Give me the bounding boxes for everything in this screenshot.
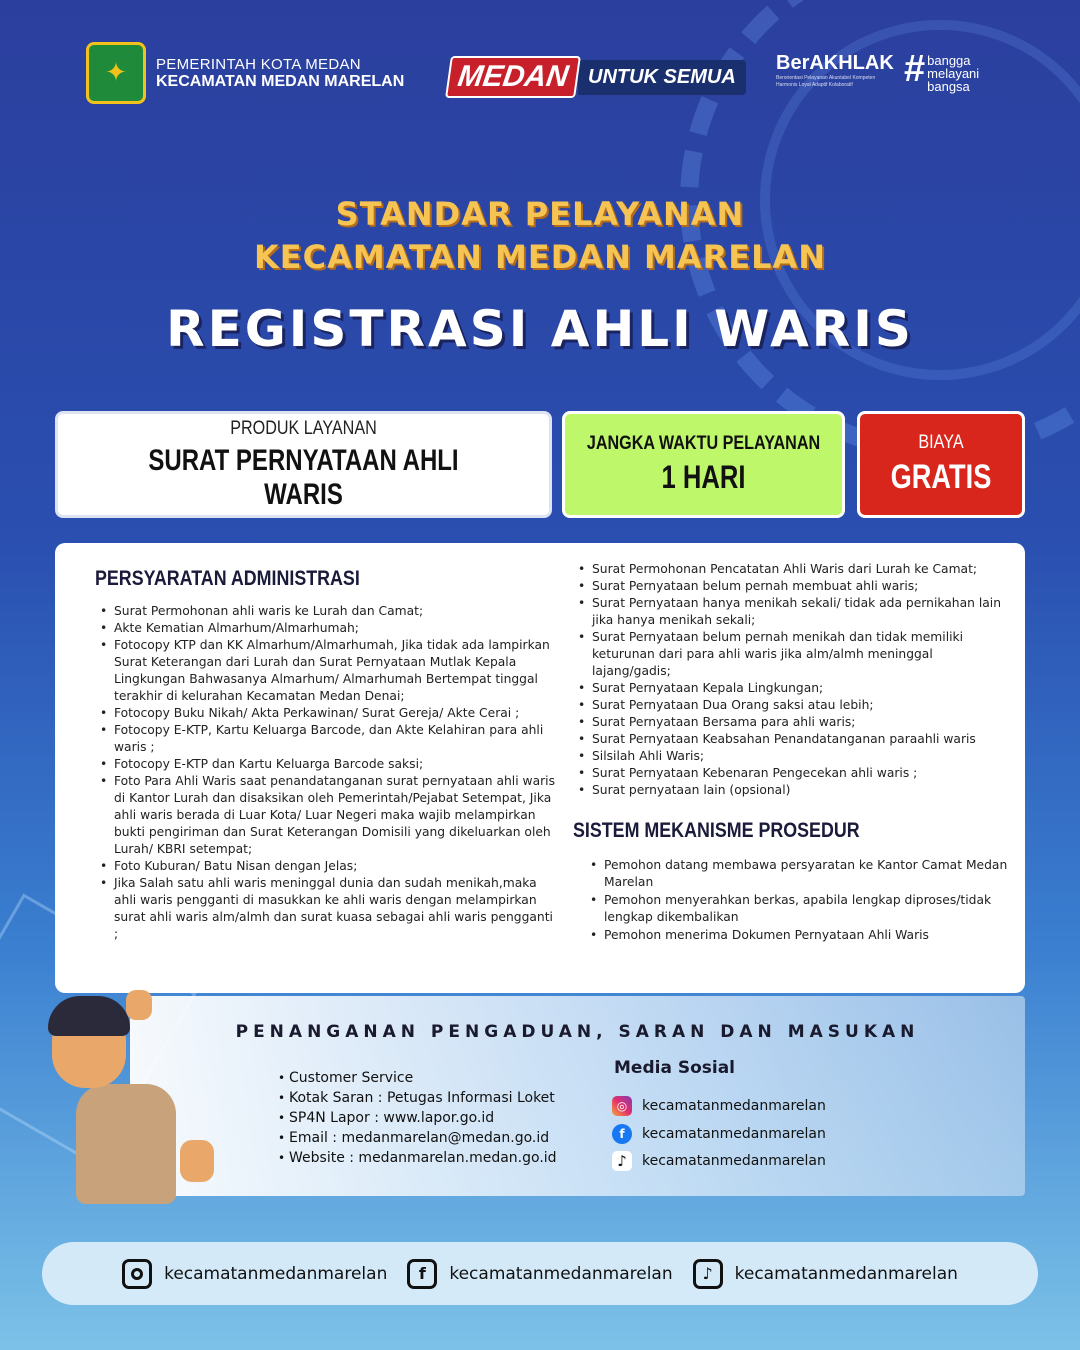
product-value: SURAT PERNYATAAN AHLI WARIS bbox=[148, 443, 459, 511]
requirements-list-left bbox=[95, 603, 555, 943]
list-item: • Foto Kuburan/ Batu Nisan dengan Jelas; bbox=[95, 858, 555, 875]
list-item: • Fotocopy E-KTP dan Kartu Keluarga Barcode saksi; bbox=[95, 756, 555, 773]
medan-untuk-semua-logo bbox=[448, 56, 746, 98]
list-item: • Jika Salah satu ahli waris meninggal dunia dan sudah menikah,maka ahli waris pengganti di masukkan ke ahli waris dengan melampirkan surat ahli waris alm/almh dan surat kuasa sebagai ahli waris pengganti ; bbox=[95, 875, 555, 943]
product-box bbox=[55, 411, 552, 518]
time-value: 1 HARI bbox=[661, 459, 746, 495]
social-facebook[interactable] bbox=[612, 1124, 826, 1144]
list-item: • Silsilah Ahli Waris; bbox=[573, 748, 1013, 765]
berakhlak-sub: Berorientasi Pelayanan Akuntabel Kompeten Harmonis Loyal Adaptif Kolaboratif bbox=[776, 75, 876, 88]
medan-word: MEDAN bbox=[445, 56, 581, 98]
list-item: • Surat Pernyataan Keabsahan Penandatanganan paraahli waris bbox=[573, 731, 1013, 748]
list-item: • Surat Pernyataan hanya menikah sekali/ tidak ada pernikahan lain jika hanya menikah sekali; bbox=[573, 595, 1013, 629]
list-item: • Surat Pernyataan Kebenaran Pengecekan ahli waris ; bbox=[573, 765, 1013, 782]
footer-instagram-handle: kecamatanmedanmarelan bbox=[164, 1263, 388, 1284]
footer-instagram[interactable] bbox=[122, 1259, 387, 1289]
list-item: • Akte Kematian Almarhum/Almarhumah; bbox=[95, 620, 555, 637]
gov-line1: PEMERINTAH KOTA MEDAN bbox=[156, 55, 361, 73]
bangga-words bbox=[927, 54, 979, 93]
social-tiktok[interactable] bbox=[612, 1151, 826, 1171]
list-item: • Surat pernyataan lain (opsional) bbox=[573, 782, 1013, 799]
contact-kotak-saran: • Kotak Saran : Petugas Informasi Loket bbox=[278, 1088, 557, 1108]
government-name bbox=[156, 56, 404, 91]
hashtag-icon: # bbox=[904, 48, 926, 90]
bangga-line3: bangsa bbox=[927, 79, 970, 94]
mascot-thumbs-up bbox=[180, 1140, 214, 1182]
title-line1: STANDAR PELAYANAN bbox=[335, 195, 745, 233]
list-item: • Surat Pernyataan Dua Orang saksi atau lebih; bbox=[573, 697, 1013, 714]
mechanism-title: SISTEM MEKANISME PROSEDUR bbox=[573, 819, 860, 842]
list-item: • Fotocopy E-KTP, Kartu Keluarga Barcode, dan Akte Kelahiran para ahli waris ; bbox=[95, 722, 555, 756]
footer-facebook[interactable] bbox=[407, 1259, 672, 1289]
berakhlak-word: BerAKHLAK bbox=[776, 52, 894, 74]
list-item: • Pemohon datang membawa persyaratan ke Kantor Camat Medan Marelan bbox=[585, 857, 1013, 891]
footer-tiktok-handle: kecamatanmedanmarelan bbox=[734, 1263, 958, 1284]
social-media-title: Media Sosial bbox=[614, 1058, 736, 1078]
instagram-icon: ◎ bbox=[612, 1096, 632, 1116]
cost-label: BIAYA bbox=[918, 432, 964, 453]
requirements-list-right bbox=[573, 561, 1013, 799]
contact-list bbox=[278, 1068, 557, 1168]
social-instagram[interactable] bbox=[612, 1096, 826, 1116]
complaint-panel bbox=[130, 996, 1025, 1196]
contact-sp4n-lapor[interactable]: • SP4N Lapor : www.lapor.go.id bbox=[278, 1108, 557, 1128]
contact-website[interactable]: • Website : medanmarelan.medan.go.id bbox=[278, 1148, 557, 1168]
medan-city-emblem-icon: ✦ bbox=[86, 42, 146, 104]
list-item: • Fotocopy Buku Nikah/ Akta Perkawinan/ Surat Gereja/ Akte Cerai ; bbox=[95, 705, 555, 722]
time-box bbox=[562, 411, 845, 518]
mascot-body bbox=[76, 1084, 176, 1204]
mascot-hair bbox=[48, 996, 130, 1036]
list-item: • Fotocopy KTP dan KK Almarhum/Almarhumah, Jika tidak ada lampirkan Surat Keterangan dari Lurah dan Surat Pernyataan Mutlak Kepala Lingkungan Bahwasanya Almarhum/ Almarhumah Bertempat tinggal terakhir di kelurahan Kecamatan Medan Denai; bbox=[95, 637, 555, 705]
facebook-icon: f bbox=[407, 1259, 437, 1289]
list-item: • Surat Pernyataan belum pernah menikah dan tidak memiliki keturunan dari para ahli waris jika alm/almh meninggal lajang/gadis; bbox=[573, 629, 1013, 680]
facebook-handle: kecamatanmedanmarelan bbox=[642, 1126, 826, 1142]
list-item: • Surat Pernyataan belum pernah membuat ahli waris; bbox=[573, 578, 1013, 595]
list-item: • Pemohon menyerahkan berkas, apabila lengkap diproses/tidak lengkap dikembalikan bbox=[585, 892, 1013, 926]
cost-box bbox=[857, 411, 1025, 518]
instagram-handle: kecamatanmedanmarelan bbox=[642, 1098, 826, 1114]
mascot-illustration bbox=[40, 990, 200, 1220]
medan-tagline: UNTUK SEMUA bbox=[578, 60, 746, 95]
contact-customer-service: • Customer Service bbox=[278, 1068, 557, 1088]
list-item: • Surat Permohonan ahli waris ke Lurah dan Camat; bbox=[95, 603, 555, 620]
footer-social-bar bbox=[42, 1242, 1038, 1305]
footer-tiktok[interactable] bbox=[693, 1259, 958, 1289]
cost-value: GRATIS bbox=[890, 458, 992, 496]
bangga-line2: melayani bbox=[927, 66, 980, 81]
requirements-left-column bbox=[95, 567, 555, 943]
complaint-title: PENANGANAN PENGADUAN, SARAN DAN MASUKAN bbox=[235, 1022, 920, 1042]
gov-line2: KECAMATAN MEDAN MARELAN bbox=[156, 72, 405, 90]
time-label: JANGKA WAKTU PELAYANAN bbox=[586, 433, 821, 454]
service-info-row bbox=[55, 411, 1025, 518]
mascot-hand bbox=[126, 990, 152, 1020]
contact-email[interactable]: • Email : medanmarelan@medan.go.id bbox=[278, 1128, 557, 1148]
list-item: • Surat Permohonan Pencatatan Ahli Waris dari Lurah ke Camat; bbox=[573, 561, 1013, 578]
tiktok-icon: ♪ bbox=[612, 1151, 632, 1171]
list-item: • Foto Para Ahli Waris saat penandatanganan surat pernyataan ahli waris di Kantor Lurah dan disaksikan oleh Pemerintah/Pejabat Setempat, Jika ahli waris berada di Luar Kota/ Luar Negeri maka wajib melampirkan bukti pengiriman dan Surat Keterangan Domisili yang dikeluarkan oleh Lurah/ KBRI setempat; bbox=[95, 773, 555, 858]
tiktok-handle: kecamatanmedanmarelan bbox=[642, 1153, 826, 1169]
bangga-line1: bangga bbox=[927, 53, 971, 68]
berakhlak-logo bbox=[776, 52, 896, 89]
page-title: REGISTRASI AHLI WARIS bbox=[166, 300, 914, 358]
title-line2: KECAMATAN MEDAN MARELAN bbox=[253, 238, 827, 276]
requirements-panel bbox=[55, 543, 1025, 993]
tiktok-icon: ♪ bbox=[693, 1259, 723, 1289]
facebook-icon: f bbox=[612, 1124, 632, 1144]
list-item: • Surat Pernyataan Kepala Lingkungan; bbox=[573, 680, 1013, 697]
footer-facebook-handle: kecamatanmedanmarelan bbox=[449, 1263, 673, 1284]
mechanism-list bbox=[573, 857, 1013, 944]
bangga-melayani-bangsa-logo bbox=[904, 50, 979, 93]
requirements-right-column bbox=[573, 561, 1013, 945]
instagram-icon bbox=[122, 1259, 152, 1289]
requirements-title: PERSYARATAN ADMINISTRASI bbox=[95, 567, 360, 590]
list-item: • Pemohon menerima Dokumen Pernyataan Ahli Waris bbox=[585, 927, 1013, 944]
product-label: PRODUK LAYANAN bbox=[230, 417, 377, 439]
header bbox=[86, 38, 1000, 108]
list-item: • Surat Pernyataan Bersama para ahli waris; bbox=[573, 714, 1013, 731]
